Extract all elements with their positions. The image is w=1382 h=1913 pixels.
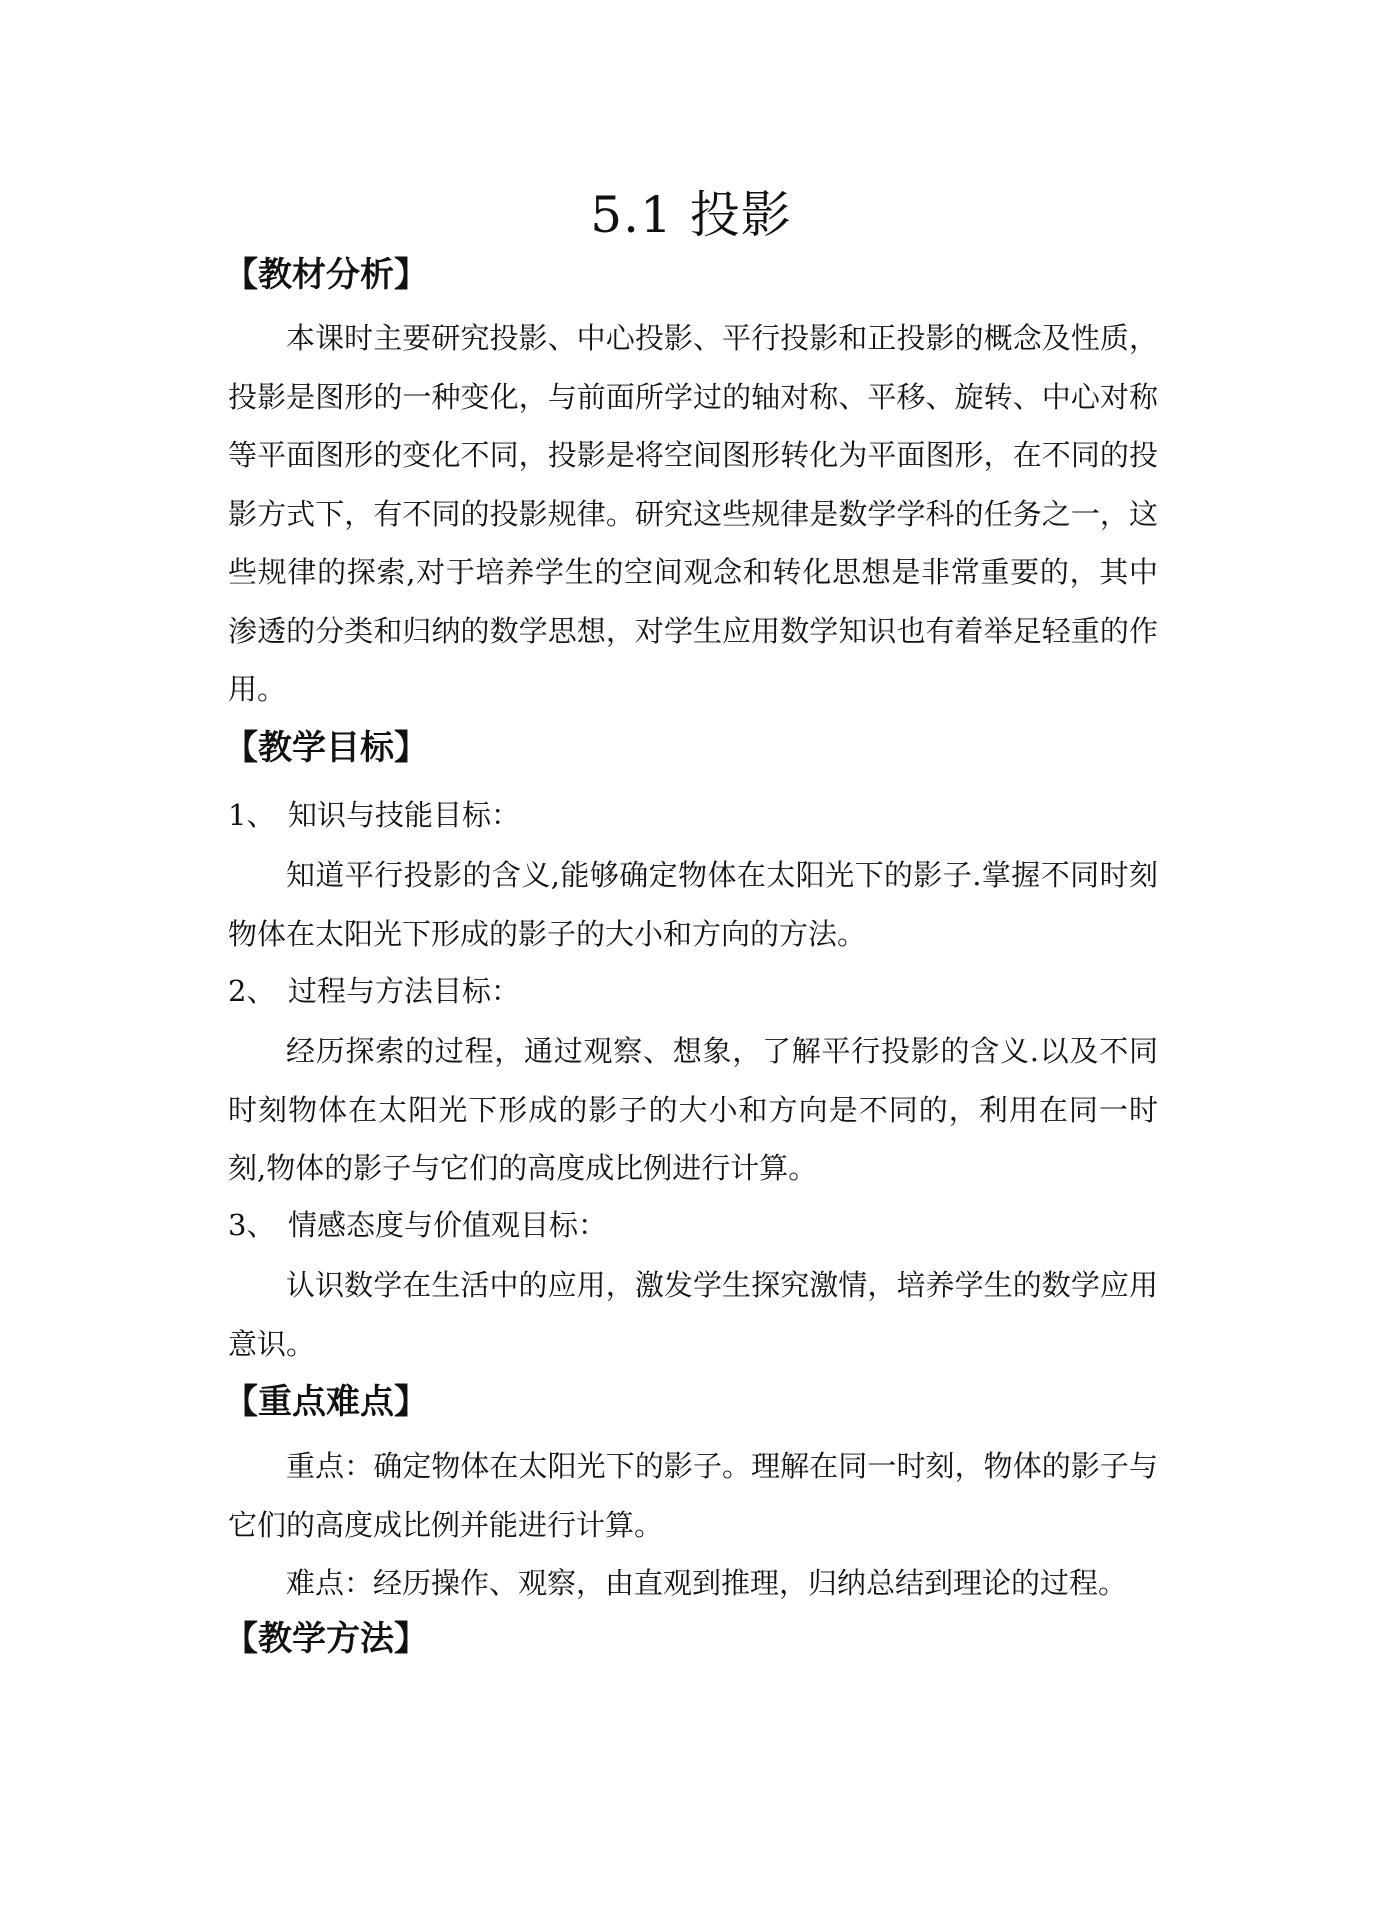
- objective-3-number: 3、: [228, 1208, 276, 1242]
- objective-2-number: 2、: [228, 974, 276, 1008]
- objective-2-title: [228, 962, 1158, 1020]
- objective-1-text: 知道平行投影的含义,能够确定物体在太阳光下的影子.掌握不同时刻物体在太阳光下形成的影子的大小和方向的方法。: [228, 858, 1158, 951]
- key-point-text: 重点：确定物体在太阳光下的影子。理解在同一时刻，物体的影子与它们的高度成比例并能进行计算。: [228, 1449, 1158, 1542]
- heading-analysis: 【教材分析】: [224, 255, 428, 295]
- page-title: 5.1 投影: [590, 186, 792, 244]
- difficult-point-text: 难点：经历操作、观察，由直观到推理，归纳总结到理论的过程。: [286, 1566, 1128, 1600]
- heading-objectives: 【教学目标】: [224, 728, 428, 768]
- objective-1-title: [228, 786, 1158, 844]
- objective-2-label: 过程与方法目标：: [288, 974, 521, 1008]
- objective-3-label: 情感态度与价值观目标：: [288, 1208, 608, 1242]
- objective-1-label: 知识与技能目标：: [288, 798, 521, 832]
- heading-methods: 【教学方法】: [224, 1619, 428, 1659]
- analysis-paragraph: 本课时主要研究投影、中心投影、平行投影和正投影的概念及性质，投影是图形的一种变化，与前面所学过的轴对称、平移、旋转、中心对称等平面图形的变化不同，投影是将空间图形转化为平面图形，在不同的投影方式下，有不同的投影规律。研究这些规律是数学学科的任务之一，这些规律的探索,对于培养学生的空间观念和转化思想是非常重要的，其中渗透的分类和归纳的数学思想，对学生应用数学知识也有着举足轻重的作用。: [228, 321, 1158, 706]
- objective-1-number: 1、: [228, 798, 276, 832]
- objective-3-text: 认识数学在生活中的应用，激发学生探究激情，培养学生的数学应用意识。: [228, 1268, 1158, 1361]
- objective-2-text: 经历探索的过程，通过观察、想象，了解平行投影的含义.以及不同时刻物体在太阳光下形成的影子的大小和方向是不同的，利用在同一时刻,物体的影子与它们的高度成比例进行计算。: [228, 1034, 1158, 1185]
- objective-3-title: [228, 1196, 1158, 1254]
- heading-key-points: 【重点难点】: [224, 1382, 428, 1422]
